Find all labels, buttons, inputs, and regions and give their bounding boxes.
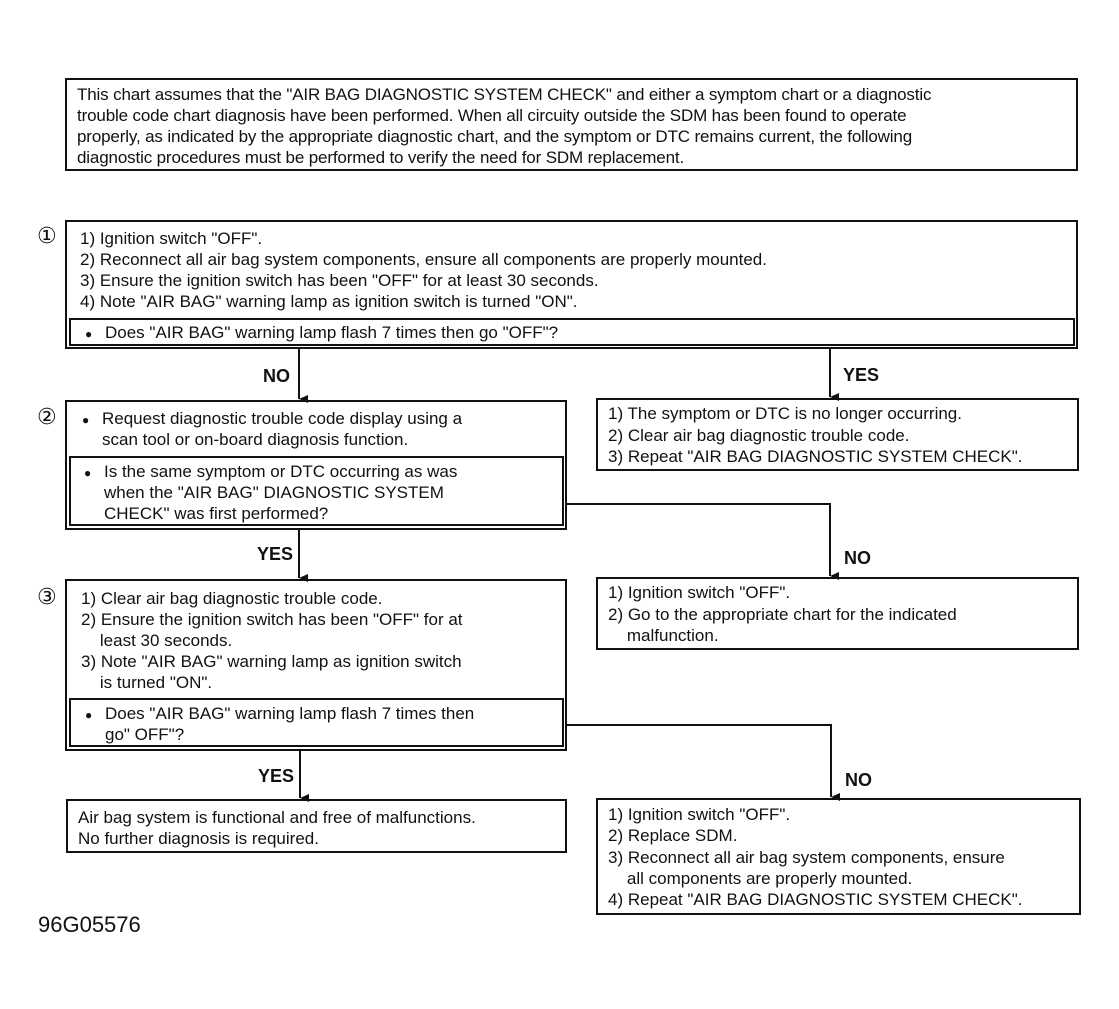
step1-yes-label: YES <box>843 365 880 385</box>
step3-action: is turned "ON". <box>81 673 213 692</box>
intro-line: diagnostic procedures must be performed to verify the need for SDM replacement. <box>77 148 685 167</box>
step1-question: ● Does "AIR BAG" warning lamp flash 7 times then go "OFF"? <box>105 322 558 343</box>
step3-no-label: NO <box>845 770 872 790</box>
intro-line: properly, as indicated by the appropriate diagnostic chart, and the symptom or DTC remains current, the following <box>77 127 913 146</box>
no3-line: 4) Repeat "AIR BAG DIAGNOSTIC SYSTEM CHECK". <box>608 890 1023 909</box>
step3-yes-label: YES <box>258 766 295 786</box>
intro-line: trouble code chart diagnosis have been performed. When all circuity outside the SDM has been found to operate <box>77 106 907 125</box>
step2-question: when the "AIR BAG" DIAGNOSTIC SYSTEM <box>104 483 444 502</box>
step3-action: 1) Clear air bag diagnostic trouble code. <box>81 589 383 608</box>
step3-question: go" OFF"? <box>105 725 185 744</box>
step3-action: 2) Ensure the ignition switch has been "OFF" for at <box>81 610 463 629</box>
step2-question: CHECK" was first performed? <box>104 504 329 523</box>
yes3-line: Air bag system is functional and free of malfunctions. <box>78 808 476 827</box>
no2-line: 1) Ignition switch "OFF". <box>608 583 791 602</box>
no2-line: 2) Go to the appropriate chart for the indicated <box>608 605 957 624</box>
step1-action: 3) Ensure the ignition switch has been "OFF" for at least 30 seconds. <box>80 271 599 290</box>
figure-id: 96G05576 <box>38 912 141 937</box>
yes3-line: No further diagnosis is required. <box>78 829 319 848</box>
step2-no-label: NO <box>844 548 871 568</box>
no2-line: malfunction. <box>608 626 719 645</box>
no3-line: all components are properly mounted. <box>608 869 913 888</box>
step1-marker: ① <box>37 223 57 248</box>
step2-question: ● Is the same symptom or DTC occurring as was <box>104 461 457 482</box>
step3-marker: ③ <box>37 584 57 609</box>
step3-action: least 30 seconds. <box>81 631 233 650</box>
step2-yes-label: YES <box>257 544 294 564</box>
no3-line: 1) Ignition switch "OFF". <box>608 805 791 824</box>
step1-action: 1) Ignition switch "OFF". <box>80 229 263 248</box>
step2-action: scan tool or on-board diagnosis function. <box>102 430 409 449</box>
step1-action: 4) Note "AIR BAG" warning lamp as ignition switch is turned "ON". <box>80 292 578 311</box>
no3-line: 3) Reconnect all air bag system components, ensure <box>608 848 1005 867</box>
step3-question: ● Does "AIR BAG" warning lamp flash 7 times then <box>105 703 474 724</box>
yes1-line: 3) Repeat "AIR BAG DIAGNOSTIC SYSTEM CHECK". <box>608 447 1023 466</box>
arrow-step2-no <box>567 504 830 576</box>
yes1-line: 2) Clear air bag diagnostic trouble code. <box>608 426 910 445</box>
step2-action: ● Request diagnostic trouble code display using a <box>102 408 462 429</box>
step1-no-label: NO <box>263 366 290 386</box>
yes1-line: 1) The symptom or DTC is no longer occurring. <box>608 404 962 423</box>
step1-action: 2) Reconnect all air bag system components, ensure all components are properly mounted. <box>80 250 767 269</box>
step3-action: 3) Note "AIR BAG" warning lamp as ignition switch <box>81 652 462 671</box>
arrow-step3-no <box>567 725 831 797</box>
step2-marker: ② <box>37 404 57 429</box>
intro-line: This chart assumes that the "AIR BAG DIAGNOSTIC SYSTEM CHECK" and either a symptom chart or a diagnostic <box>77 85 932 104</box>
no3-line: 2) Replace SDM. <box>608 826 738 845</box>
